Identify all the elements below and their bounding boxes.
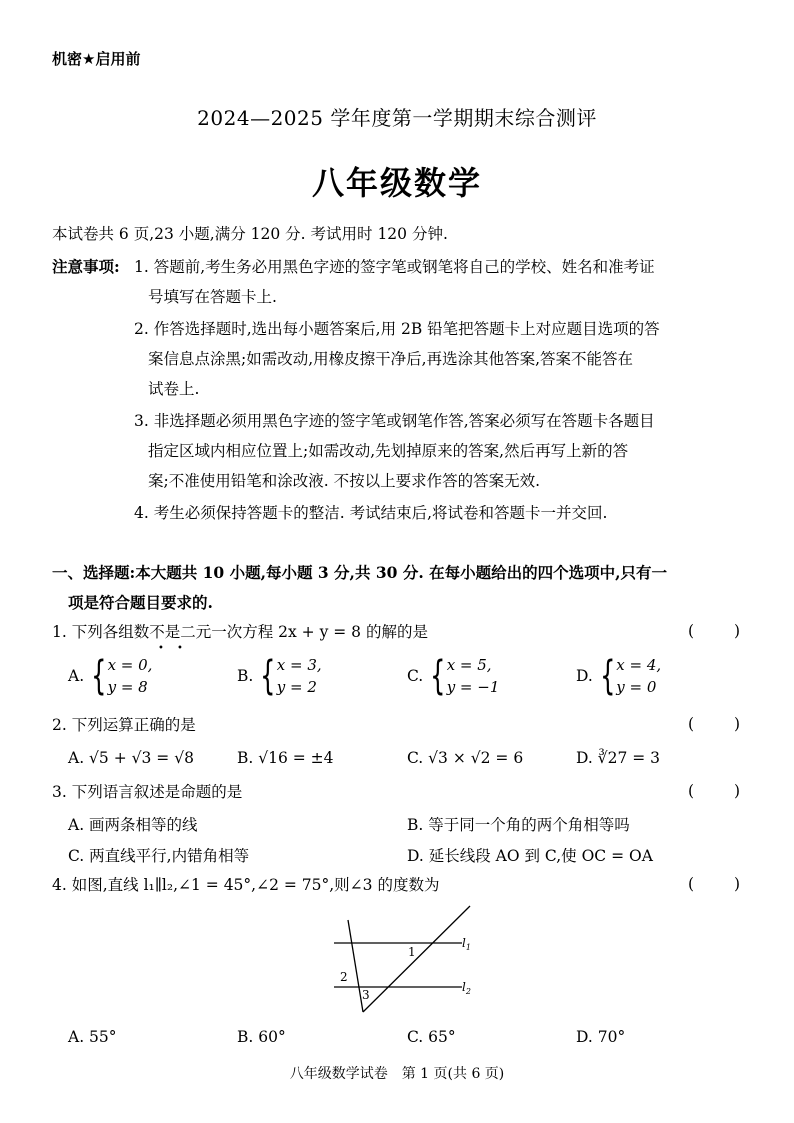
answer-blank: ( )	[688, 622, 740, 640]
question-1-stem: 1. 下列各组数不是二元一次方程 2x + y = 8 的解的是	[52, 623, 428, 641]
emphasis-dot: •	[177, 643, 183, 654]
option-a: A. √5 + √3 = √8	[68, 749, 194, 767]
line-l1-label: $l_1$	[462, 936, 471, 952]
angle-2-label: 2	[340, 970, 348, 984]
exam-intro: 本试卷共 6 页,23 小题,满分 120 分. 考试用时 120 分钟.	[52, 225, 448, 243]
note-line: 案;不准使用铅笔和涂改液. 不按以上要求作答的答案无效.	[148, 472, 541, 490]
exam-title: 八年级数学	[311, 164, 482, 202]
option-d: D. { x = 4, y = 0	[576, 653, 662, 699]
note-line: 号填写在答题卡上.	[148, 288, 277, 306]
note-line: 案信息点涂黑;如需改动,用橡皮擦干净后,再选涂其他答案,答案不能答在	[148, 350, 634, 368]
option-b: B. √16 = ±4	[237, 749, 334, 767]
transversal-right	[363, 906, 470, 1012]
angle-3-label: 3	[362, 988, 370, 1002]
option-b: B. { x = 3, y = 2	[237, 653, 322, 699]
question-4-stem: 4. 如图,直线 l₁∥l₂,∠1 = 45°,∠2 = 75°,则∠3 的度数为	[52, 876, 440, 894]
question-2-stem: 2. 下列运算正确的是	[52, 716, 196, 734]
option-a: A. 55°	[68, 1028, 117, 1046]
line-l2-label: $l_2$	[462, 980, 471, 996]
option-a: A. 画两条相等的线	[68, 816, 198, 834]
option-b: B. 等于同一个角的两个角相等吗	[407, 816, 630, 834]
option-a: A. { x = 0, y = 8	[68, 653, 153, 699]
option-c: C. √3 × √2 = 6	[407, 749, 524, 767]
question-3-stem: 3. 下列语言叙述是命题的是	[52, 783, 243, 801]
option-c: C. 65°	[407, 1028, 456, 1046]
note-line: 试卷上.	[148, 380, 200, 398]
transversal-left	[348, 920, 363, 1012]
note-line: 1. 答题前,考生务必用黑色字迹的签字笔或钢笔将自己的学校、姓名和准考证	[134, 258, 655, 276]
page-footer: 八年级数学试卷 第 1 页(共 6 页)	[289, 1066, 505, 1082]
note-line: 2. 作答选择题时,选出每小题答案后,用 2B 铅笔把答题卡上对应题目选项的答	[134, 320, 660, 338]
answer-blank: ( )	[688, 875, 740, 893]
parallel-lines-figure	[320, 900, 490, 1020]
answer-blank: ( )	[688, 782, 740, 800]
option-d: D. ∛27 = 3	[576, 749, 661, 767]
answer-blank: ( )	[688, 715, 740, 733]
emphasis-dot: •	[158, 643, 164, 654]
exam-subtitle: 2024—2025 学年度第一学期期末综合测评	[197, 106, 597, 130]
notes-heading: 注意事项:	[52, 257, 120, 276]
note-line: 3. 非选择题必须用黑色字迹的签字笔或钢笔作答,答案必须写在答题卡各题目	[134, 412, 655, 430]
angle-1-label: 1	[408, 945, 416, 959]
section-heading: 一、选择题:本大题共 10 小题,每小题 3 分,共 30 分. 在每小题给出的四个选项中,只有一	[52, 563, 668, 582]
note-line: 指定区域内相应位置上;如需改动,先划掉原来的答案,然后再写上新的答	[148, 442, 629, 460]
confidential-label: 机密★启用前	[52, 50, 141, 68]
option-d: D. 延长线段 AO 到 C,使 OC = OA	[407, 847, 653, 865]
option-c: C. 两直线平行,内错角相等	[68, 847, 250, 865]
note-line: 4. 考生必须保持答题卡的整洁. 考试结束后,将试卷和答题卡一并交回.	[134, 504, 608, 522]
section-heading-cont: 项是符合题目要求的.	[68, 593, 213, 612]
option-d: D. 70°	[576, 1028, 626, 1046]
option-b: B. 60°	[237, 1028, 286, 1046]
option-c: C. { x = 5, y = −1	[407, 653, 500, 699]
